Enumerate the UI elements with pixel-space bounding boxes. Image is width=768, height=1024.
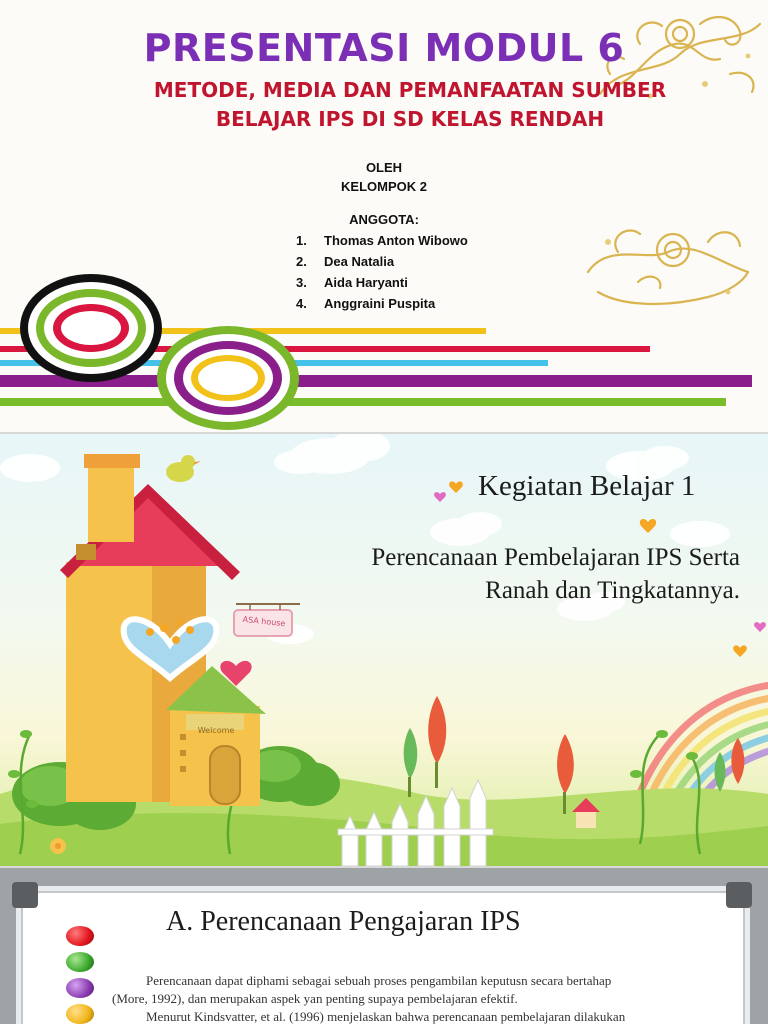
by-label: OLEH	[365, 160, 403, 175]
yellow-pin-icon	[66, 1004, 94, 1024]
circle-ornament-left	[18, 272, 164, 384]
gold-ornament-middle	[578, 212, 758, 312]
activity-subheading	[290, 541, 740, 607]
board-top-left-corner	[12, 882, 38, 908]
section-heading: A. Perencanaan Pengajaran IPS	[166, 906, 521, 937]
planning-paragraph	[112, 972, 726, 1024]
list-item: 2. Dea Natalia	[296, 254, 395, 269]
members-list	[296, 230, 468, 314]
list-item: 3. Aida Haryanti	[296, 275, 408, 290]
activity-subheading-line-2: Ranah dan Tingkatannya.	[485, 577, 740, 604]
paragraph-line-2: (More, 1992), dan merupakan aspek yan penting supaya pembelajaran efektif.	[112, 991, 518, 1006]
red-pin-icon	[66, 926, 94, 946]
activity-heading: Kegiatan Belajar 1	[478, 470, 696, 502]
members-label: ANGGOTA:	[349, 212, 419, 227]
list-item: 1. Thomas Anton Wibowo	[296, 233, 468, 248]
purple-pin-icon	[66, 978, 94, 998]
paragraph-line-3: Menurut Kindsvatter, et al. (1996) menjelaskan bahwa perencanaan pembelajaran dilakukan	[146, 1009, 626, 1024]
house-sign-text: ASA house	[242, 614, 286, 629]
group-label: KELOMPOK 2	[341, 179, 427, 194]
slide-3-planning	[0, 868, 768, 1024]
paragraph-line-1: Perencanaan dapat diphami sebagai sebuah proses pengambilan keputusn secara bertahap	[146, 973, 612, 988]
board-top-right-corner	[726, 882, 752, 908]
presentation-title: PRESENTASI MODUL 6	[143, 26, 625, 70]
presentation-subtitle	[120, 76, 700, 134]
subtitle-line-1: METODE, MEDIA DAN PEMANFAATAN SUMBER	[153, 78, 667, 102]
stripe-green	[0, 398, 726, 406]
subtitle-line-2: BELAJAR IPS DI SD KELAS RENDAH	[215, 107, 605, 131]
slide-2-activity	[0, 434, 768, 866]
green-pin-icon	[66, 952, 94, 972]
slide-1-title	[0, 0, 768, 432]
list-item: 4. Anggraini Puspita	[296, 296, 436, 311]
activity-subheading-line-1: Perencanaan Pembelajaran IPS Serta	[371, 544, 740, 571]
circle-ornament-right	[155, 324, 301, 432]
door-sign-text: Welcome	[197, 726, 235, 735]
